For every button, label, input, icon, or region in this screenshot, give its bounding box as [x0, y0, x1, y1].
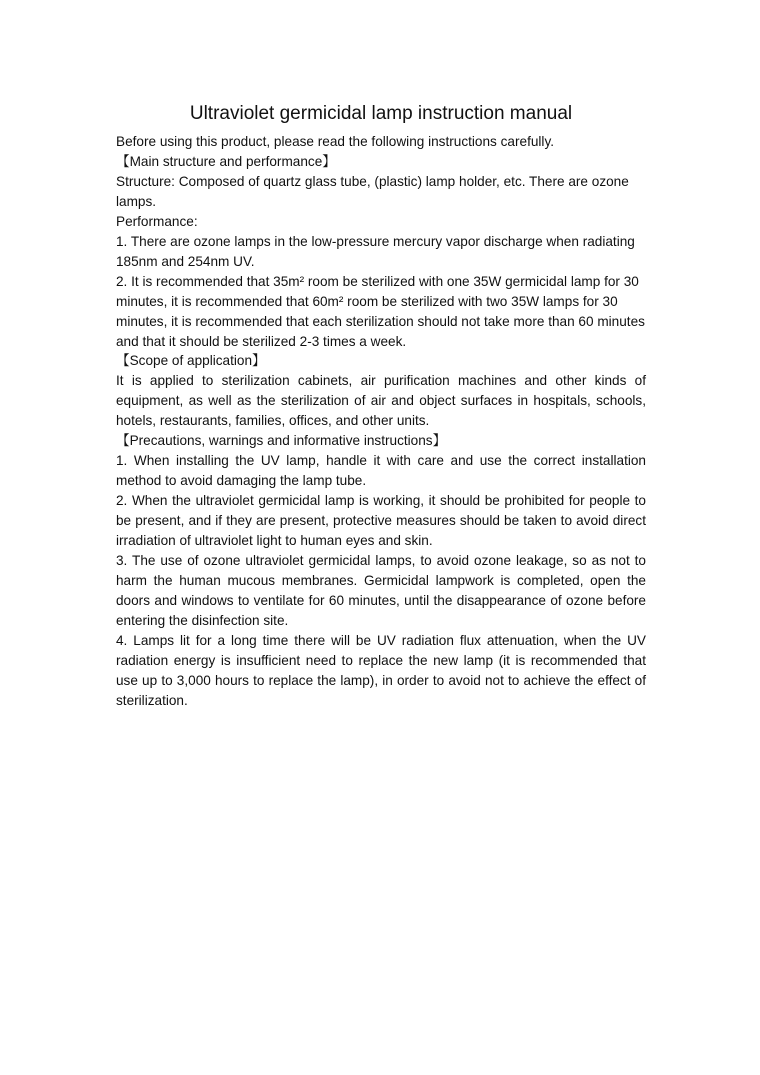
intro-text: Before using this product, please read the following instructions carefully.	[116, 134, 555, 149]
performance-item: 2. It is recommended that 35m² room be sterilized with one 35W germicidal lamp for 30 minutes, it is recommended that 60m² room be sterilized with two 35W lamps for 30 minutes, it is recommended that each sterilization should not take more than 60 minutes and that it should be sterilized 2-3 times a week.	[116, 273, 645, 349]
structure-heading: 【Main structure and performance】	[116, 153, 336, 169]
precautions-heading: 【Precautions, warnings and informative instructions】	[116, 433, 447, 449]
scope-heading: 【Scope of application】	[116, 353, 266, 369]
performance-item: 1. There are ozone lamps in the low-pressure mercury vapor discharge when radiating 185nm and 254nm UV.	[116, 233, 635, 269]
precaution-item: 1. When installing the UV lamp, handle it with care and use the correct installation method to avoid damaging the lamp tube.	[116, 453, 646, 489]
scope-text: It is applied to sterilization cabinets, air purification machines and other kinds of equipment, as well as the sterilization of air and object surfaces in hospitals, schools, hotels, restaurants, families, offices, and other units.	[116, 373, 646, 429]
precaution-item: 3. The use of ozone ultraviolet germicidal lamps, to avoid ozone leakage, so as not to harm the human mucous membranes. Germicidal lampwork is completed, open the doors and windows to ventilate for 60 minutes, until the disappearance of ozone before entering the disinfection site.	[116, 553, 646, 628]
structure-text: Structure: Composed of quartz glass tube, (plastic) lamp holder, etc. There are ozone lamps.	[116, 173, 629, 209]
document-body	[116, 132, 646, 711]
precaution-item: 4. Lamps lit for a long time there will be UV radiation flux attenuation, when the UV radiation energy is insufficient need to replace the new lamp (it is recommended that use up to 3,000 hours to replace the lamp), in order to avoid not to achieve the effect of sterilization.	[116, 632, 646, 708]
document-title: Ultraviolet germicidal lamp instruction manual	[189, 103, 573, 124]
performance-label: Performance:	[116, 213, 198, 229]
precaution-item: 2. When the ultraviolet germicidal lamp is working, it should be prohibited for people to be present, and if they are present, protective measures should be taken to avoid direct irradiation of ultraviolet light to human eyes and skin.	[116, 493, 646, 549]
